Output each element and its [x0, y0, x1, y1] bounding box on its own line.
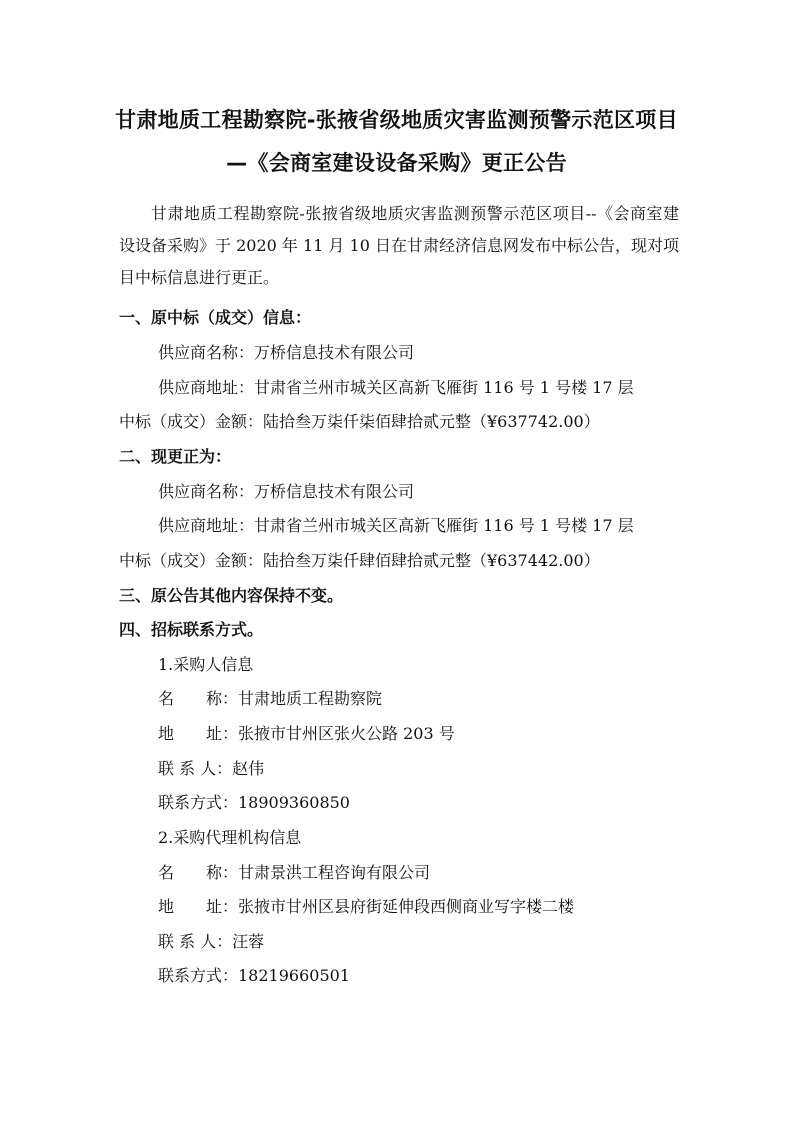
purchaser-name: 名 称：甘肃地质工程勘察院 [158, 689, 383, 708]
original-supplier-address: 供应商地址：甘肃省兰州市城关区高新飞雁街 116 号 1 号楼 17 层 [158, 378, 634, 397]
purchaser-phone: 联系方式：18909360850 [158, 793, 350, 812]
purchaser-address: 地 址：张掖市甘州区张火公路 203 号 [158, 724, 455, 743]
original-bid-amount: 中标（成交）金额：陆拾叁万柒仟柒佰肆拾贰元整（¥637742.00） [119, 412, 600, 431]
agency-info-heading: 2.采购代理机构信息 [158, 828, 302, 847]
section-2-heading: 二、现更正为： [119, 447, 232, 466]
title-line-2: —《会商室建设设备采购》更正公告 [226, 151, 567, 175]
section-3-heading: 三、原公告其他内容保持不变。 [119, 586, 344, 605]
purchaser-info-heading: 1.采购人信息 [158, 655, 254, 674]
corrected-supplier-address: 供应商地址：甘肃省兰州市城关区高新飞雁街 116 号 1 号楼 17 层 [158, 516, 634, 535]
section-4-heading: 四、招标联系方式。 [119, 620, 264, 639]
corrected-supplier-name: 供应商名称：万桥信息技术有限公司 [158, 482, 415, 501]
agency-name: 名 称：甘肃景洪工程咨询有限公司 [158, 863, 431, 882]
original-supplier-name: 供应商名称：万桥信息技术有限公司 [158, 343, 415, 362]
agency-address: 地 址：张掖市甘州区县府街延伸段西侧商业写字楼二楼 [158, 897, 575, 916]
agency-phone: 联系方式：18219660501 [158, 966, 350, 985]
agency-contact-person: 联 系 人：汪蓉 [158, 932, 265, 951]
purchaser-contact-person: 联 系 人：赵伟 [158, 759, 265, 778]
intro-paragraph: 甘肃地质工程勘察院-张掖省级地质灾害监测预警示范区项目--《会商室建设设备采购》于 2020 年 11 月 10 日在甘肃经济信息网发布中标公告，现对项目中标信息进行更正。 [119, 204, 679, 287]
corrected-bid-amount: 中标（成交）金额：陆拾叁万柒仟肆佰肆拾贰元整（¥637442.00） [119, 551, 600, 570]
section-1-heading: 一、原中标（成交）信息： [119, 308, 312, 327]
title-line-1: 甘肃地质工程勘察院-张掖省级地质灾害监测预警示范区项目 [115, 108, 678, 132]
